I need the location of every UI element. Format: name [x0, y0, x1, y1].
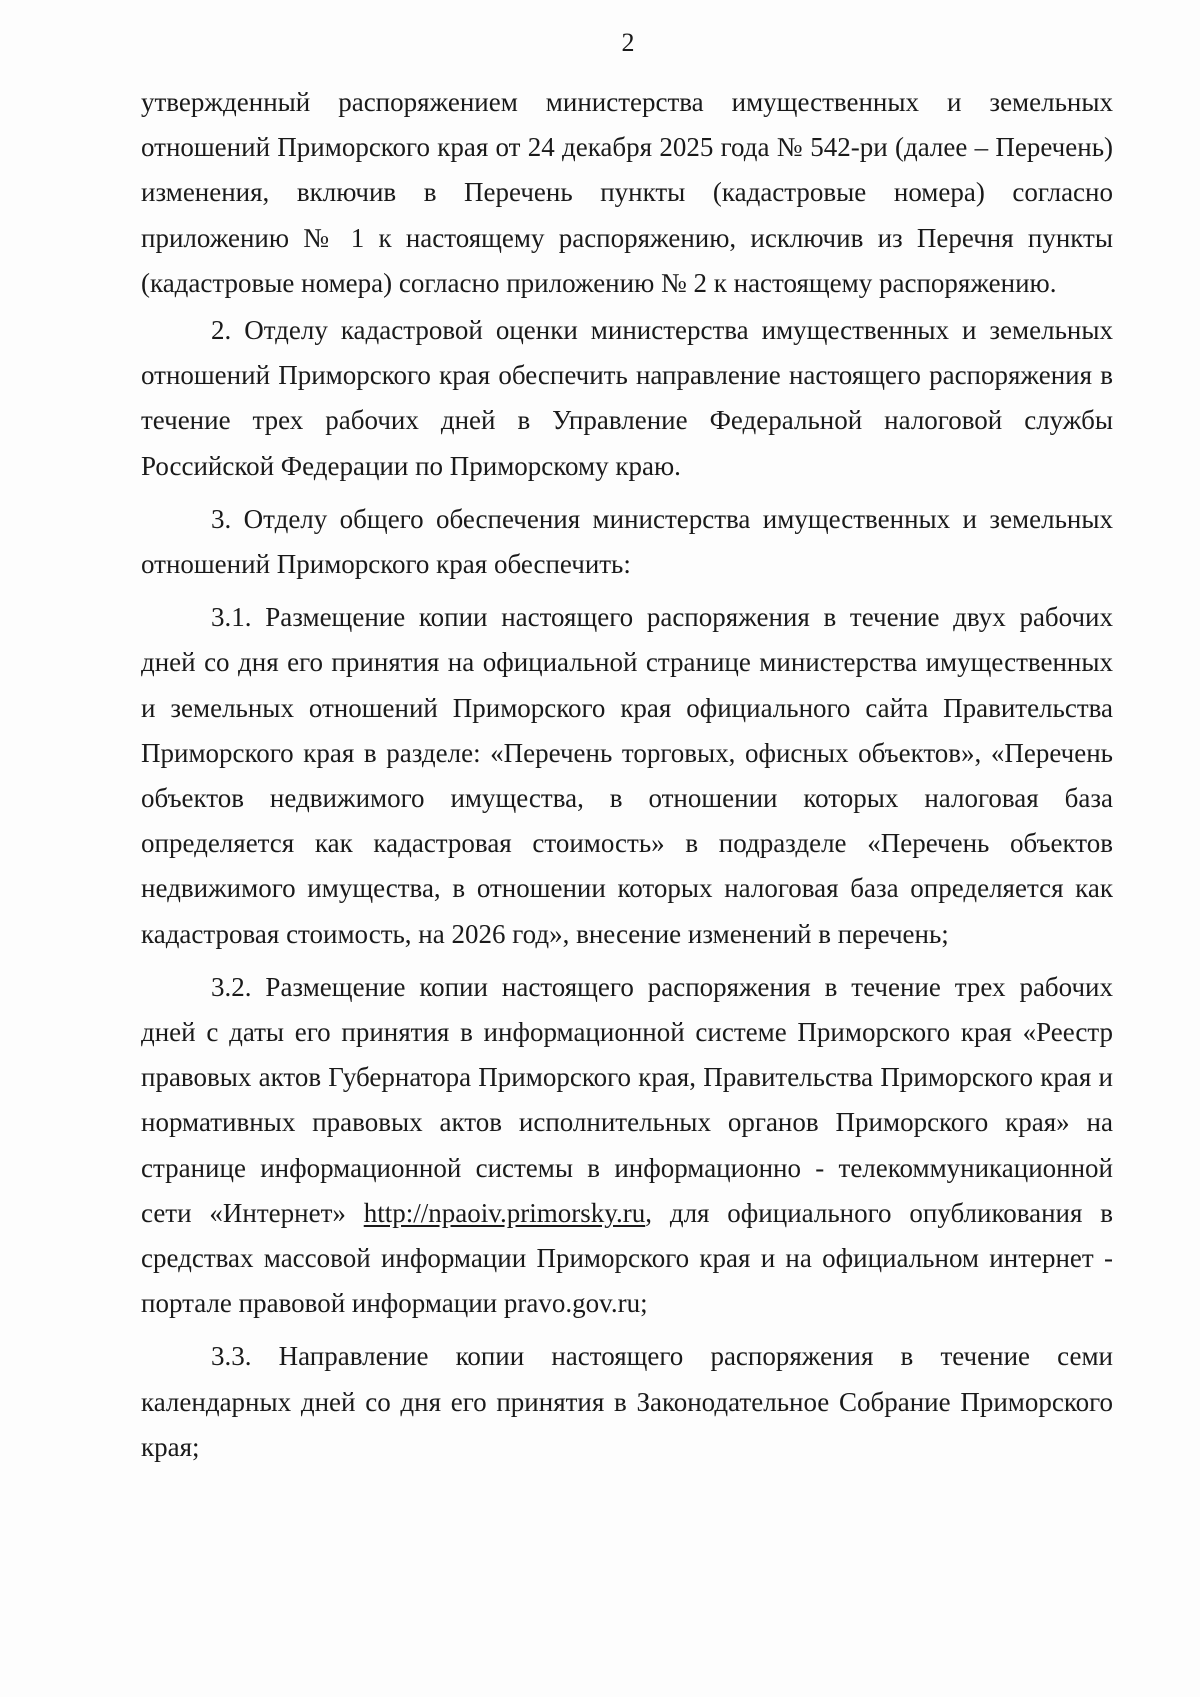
paragraph-item-2: 2. Отделу кадастровой оценки министерства имущественных и земельных отношений Приморского края обеспечить направление настоящего распоряжения в течение трех рабочих дней в Управление Федеральной налоговой службы Российской Федерации по Приморскому краю. [141, 315, 1113, 481]
page-number: 2 [621, 28, 635, 57]
paragraph-item-3: 3. Отделу общего обеспечения министерства имущественных и земельных отношений Приморского края обеспечить: [141, 503, 1113, 580]
paragraph-continuation: утвержденный распоряжением министерства имущественных и земельных отношений Приморского края от 24 декабря 2025 года № 542-ри (далее – Перечень) изменения, включив в Перечень пункты (кадастровые номера) согласно приложению № 1 к настоящему распоряжению, исключив из Перечня пункты (кадастровые номера) согласно приложению № 2 к настоящему распоряжению. [141, 87, 1113, 298]
npaoiv-link[interactable]: http://npaoiv.primorsky.ru [363, 1197, 646, 1228]
paragraph-item-3-2-text-start: 3.2. Размещение копии настоящего распоряжения в течение трех рабочих дней с даты его принятия в информационной системе Приморского края «Реестр правовых актов Губернатора Приморского края, Правительства Приморского края и нормативных правовых актов исполнительных органов Приморского края» на странице информационной системы в информационно - телекоммуникационной сети «Интернет» [141, 971, 1113, 1228]
paragraph-item-3-2-text-end: , для официального опубликования в средствах массовой информации Приморского края и на официальном интернет - портале правовой информации pravo.gov.ru; [141, 1197, 1113, 1319]
document-body [141, 80, 1113, 1470]
paragraph-item-3-1: 3.1. Размещение копии настоящего распоряжения в течение двух рабочих дней со дня его принятия на официальной странице министерства имущественных и земельных отношений Приморского края официального сайта Правительства Приморского края в разделе: «Перечень торговых, офисных объектов», «Перечень объектов недвижимого имущества, в отношении которых налоговая база определяется как кадастровая стоимость» в подразделе «Перечень объектов недвижимого имущества, в отношении которых налоговая база определяется как кадастровая стоимость, на 2026 год», внесение изменений в перечень; [141, 602, 1113, 949]
paragraph-item-3-3: 3.3. Направление копии настоящего распоряжения в течение семи календарных дней со дня его принятия в Законодательное Собрание Приморского края; [141, 1341, 1113, 1462]
paragraph-item-3-2 [141, 965, 1113, 1327]
